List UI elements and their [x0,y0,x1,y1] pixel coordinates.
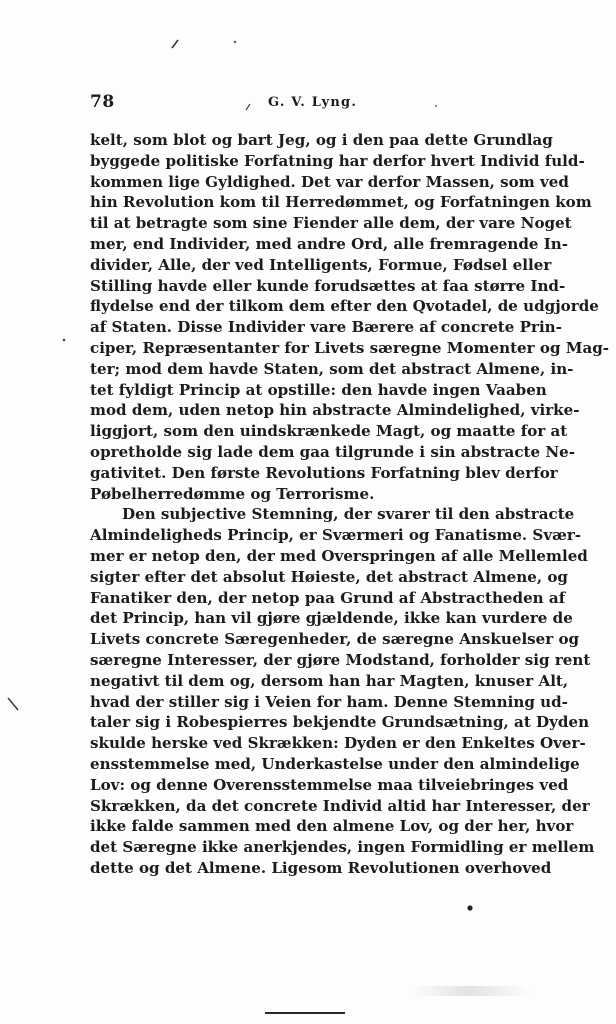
scan-speck [234,41,236,43]
page-header [90,92,530,114]
text-line: Lov: og denne Overensstemmelse maa tilveiebringes ved [90,775,569,794]
scan-speck [467,905,472,910]
paragraph-start-line: Den subjective Stemning, der svarer til den abstracte [122,505,575,524]
text-line: tet fyldigt Princip at opstille: den havde ingen Vaaben [90,380,547,399]
text-line: Almindeligheds Princip, er Sværmeri og Fanatisme. Svær- [90,526,582,545]
scan-speck [8,698,18,710]
text-line: mer er netop den, der med Overspringen af alle Mellemled [90,546,588,565]
text-line: Pøbelherredømme og Terrorisme. [90,484,375,503]
page-number: 78 [90,92,115,112]
text-line: Fanatiker den, der netop paa Grund af Abstractheden af [90,588,566,607]
text-line: gativitet. Den første Revolutions Forfatning blev derfor [90,463,558,482]
text-line: skulde herske ved Skrækken: Dyden er den Enkeltes Over- [90,734,586,753]
running-head: G. V. Lyng. [268,95,358,110]
text-line: mod dem, uden netop hin abstracte Almindelighed, virke- [90,401,580,420]
text-line: ensstemmelse med, Underkastelse under den almindelige [90,754,580,773]
text-line: divider, Alle, der ved Intelligents, Formue, Fødsel eller [90,255,552,274]
text-line: hvad der stiller sig i Veien for ham. Denne Stemning ud- [90,692,568,711]
text-line: kommen lige Gyldighed. Det var derfor Massen, som ved [90,172,569,191]
text-line: ter; mod dem havde Staten, som det abstract Almene, in- [90,359,574,378]
text-line: opretholde sig lade dem gaa tilgrunde i sin abstracte Ne- [90,442,576,461]
text-line: negativt til dem og, dersom han har Magten, knuser Alt, [90,671,569,690]
text-line: særegne Interesser, der gjøre Modstand, forholder sig rent [90,650,591,669]
text-line: taler sig i Robespierres bekjendte Grundsætning, at Dyden [90,713,590,732]
text-line: det Særegne ikke anerkjendes, ingen Formidling er mellem [90,838,595,857]
text-line: ciper, Repræsentanter for Livets særegne Momenter og Mag- [90,338,610,357]
text-line: Skrækken, da det concrete Individ altid har Interesser, der [90,796,590,815]
text-line: flydelse end der tilkom dem efter den Qvotadel, de udgjorde [90,297,599,316]
text-line: Livets concrete Særegenheder, de særegne Anskuelser og [90,630,580,649]
scan-speck [172,40,178,48]
text-line: dette og det Almene. Ligesom Revolutionen overhoved [90,858,552,877]
text-line: Stilling havde eller kunde forudsættes at faa større Ind- [90,276,566,295]
scan-speck [63,339,66,342]
body-text [90,130,610,879]
text-line: sigter efter det absolut Høieste, det abstract Almene, og [90,567,568,586]
text-line: ikke falde sammen med den almene Lov, og der her, hvor [90,817,574,836]
text-line: det Princip, han vil gjøre gjældende, ikke kan vurdere de [90,609,573,628]
text-line: liggjort, som den uindskrænkede Magt, og maatte for at [90,422,568,441]
text-line: hin Revolution kom til Herredømmet, og Forfatningen kom [90,193,592,212]
text-line: kelt, som blot og bart Jeg, og i den paa dette Grundlag [90,131,553,149]
text-line: mer, end Individer, med andre Ord, alle fremragende In- [90,234,569,253]
text-line: byggede politiske Forfatning har derfor hvert Individ fuld- [90,151,585,170]
bottom-rule [265,1012,345,1014]
scan-smudge [410,986,530,996]
text-line: af Staten. Disse Individer vare Bærere af concrete Prin- [90,318,562,337]
text-line: til at betragte som sine Fiender alle dem, der vare Noget [90,214,572,233]
